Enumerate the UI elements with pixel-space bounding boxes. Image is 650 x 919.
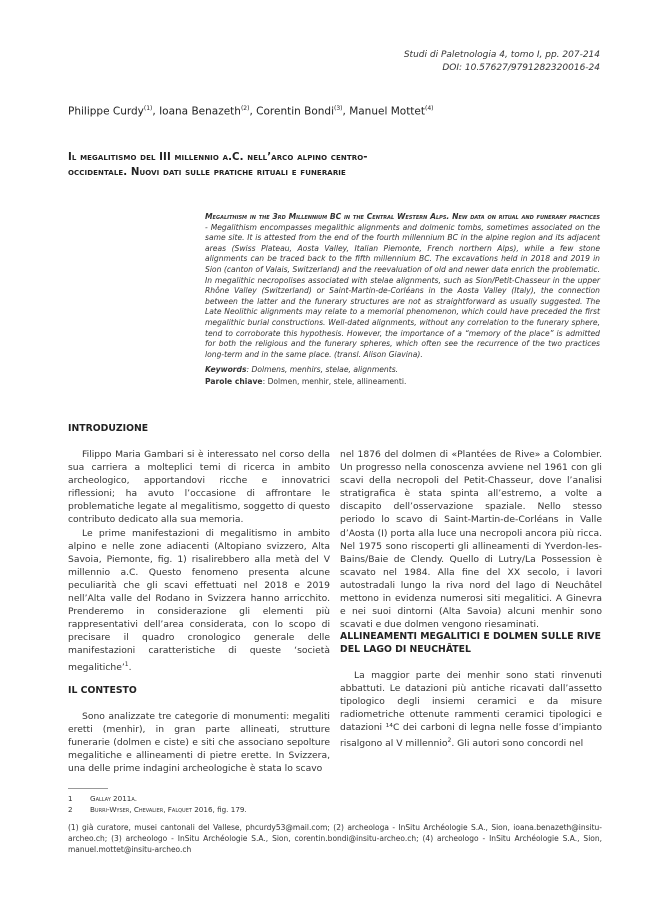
keywords-label: Keywords	[205, 365, 247, 374]
author-superscript: (2)	[240, 105, 250, 112]
title-line: Il megalitismo del III millennio a.C. nell’arco alpino centro-	[68, 152, 368, 163]
section-heading-introduzione: INTRODUZIONE	[68, 423, 149, 434]
author-name: Manuel Mottet	[349, 105, 425, 118]
keywords-block	[205, 364, 600, 388]
section-heading-allineamenti: ALLINEAMENTI MEGALITICI E DOLMEN SULLE RIVE DEL LAGO DI NEUCHÂTEL	[340, 631, 601, 655]
col2-body	[340, 448, 602, 631]
paragraph-text: . Gli autori sono concordi nel	[451, 738, 584, 750]
abstract	[205, 212, 600, 360]
footnote	[68, 804, 602, 815]
paragraph: Filippo Maria Gambari si è interessato nel corso della sua carriera a molteplici temi di ricerca in ambito archeologico, apportandovi ricche e innovatrici riflessioni; ha avuto l’occasione di affrontare le problematiche legate al megalitismo, soggetto di questo contributo dedicato alla sua memoria.	[68, 449, 330, 526]
footnote-divider	[68, 788, 108, 789]
footnotes	[68, 793, 602, 815]
author-name: Philippe Curdy	[68, 105, 144, 118]
author-affiliations: (1) già curatore, musei cantonali del Vallese, phcurdy53@mail.com; (2) archeologa - InSitu Archéologie S.A., Sion, ioana.benazeth@insitu-archeo.ch; (3) archeologo - InSitu Archéologie S.A., Sion, corentin.bondi@insitu-archeo.ch; (4) archeologo - InSitu Archéologie S.A., Sion, manuel.mottet@insitu-archeo.ch	[68, 823, 602, 854]
paragraph	[340, 669, 602, 751]
doi-line: DOI: 10.57627/9791282320016-24	[442, 63, 600, 73]
author-superscript: (1)	[143, 105, 153, 112]
paper-title	[68, 150, 588, 180]
title-line: occidentale. Nuovi dati sulle pratiche rituali e funerarie	[68, 167, 346, 178]
keywords-line	[205, 364, 600, 376]
parole-chiave-text: : Dolmen, menhir, stele, allineamenti.	[262, 377, 407, 386]
author-name: Ioana Benazeth	[159, 105, 241, 118]
section-heading-contesto: IL CONTESTO	[68, 685, 137, 696]
footnote-number: 1	[68, 794, 73, 803]
keywords-text: : Dolmens, menhirs, stelae, alignments.	[246, 365, 399, 374]
paragraph: Le prime manifestazioni di megalitismo in ambito alpino e nelle zone adiacenti (Altopiano svizzero, Alta Savoia, Piemonte, fig. 1) risalirebbero alla metà del V millennio a.C. Questo fenomeno presenta alcune peculiarità che gli scavi effettuati nel 2018 e 2019 nell’Alta valle del Rodano in Svizzera hanno arricchito. Prenderemo in considerazione gli elementi più rappresentativi dell’area considerata, con lo scopo di precisare il quadro cronologico generale delle manifestazioni caratteristiche di queste ‘società megalitiche’$^1$.	[68, 527, 330, 673]
parole-chiave-label: Parole chiave	[205, 377, 263, 386]
paragraph-text: La maggior parte dei menhir sono stati rinvenuti abbattuti. Le datazioni più antiche ricavati dall’assetto tipologico degli insiemi ceramici e da misure radiometriche ottenute rammenti ceramici tipologici e datazioni ¹⁴C dei carboni di legna nelle fosse d’impianto risalgono al V millennio	[340, 670, 602, 750]
intro-body	[68, 448, 330, 674]
journal-reference	[404, 49, 600, 75]
footnote-authors: Burri-Wyser, Chevalier, Falquet	[90, 805, 192, 814]
footnote-ref: 1	[124, 660, 129, 668]
parole-chiave-line	[205, 376, 600, 388]
footnote-text: 2016, fig. 179.	[191, 805, 247, 814]
footnote-number: 2	[68, 805, 73, 814]
author-superscript: (3)	[334, 105, 343, 112]
author-superscript: (4)	[425, 105, 434, 112]
paragraph: nel 1876 del dolmen di «Plantées de Rive» a Colombier. Un progresso nella conoscenza avviene nel 1961 con gli scavi della necropoli del Petit-Chasseur, dove l’analisi stratigrafica è stata spinta all’estremo, a volte a discapito dell’osservazione spaziale. Nello stesso periodo lo scavo di Saint-Martin-de-Corléans in Valle d’Aosta (I) porta alla luce una necropoli ancora più ricca. Nel 1975 sono riscoperti gli allineamenti di Yverdon-les-Bains/Baie de Clendy. Quello di Lutry/La Possession è scavato nel 1984. Alla fine del XX secolo, i lavori autostradali lungo la riva nord del lago di Neuchâtel mettono in evidenza numerosi siti megalitici. A Ginevra e nei suoi dintorni (Alta Savoia) alcuni menhir sono scavati e due dolmen vengono riesaminati.	[340, 449, 602, 631]
paragraph-text: Le prime manifestazioni di megalitismo in ambito alpino e nelle zone adiacenti (Altopiano svizzero, Alta Savoia, Piemonte, fig. 1) risalirebbero alla metà del V millennio a.C. Questo fenomeno presenta alcune peculiarità che gli scavi effettuati nel 2018 e 2019 nell’Alta valle del Rodano in Svizzera hanno arricchito. Prenderemo in considerazione gli elementi più rappresentativi dell’area considerata, con lo scopo di precisare il quadro cronologico generale delle manifestazioni caratteristiche di queste ‘società megalitiche’	[68, 527, 330, 673]
journal-citation: Studi di Paletnologia 4, tomo I, pp. 207-214	[403, 50, 600, 60]
author-name: Corentin Bondi	[256, 105, 334, 118]
abstract-text: - Megalithism encompasses megalithic alignments and dolmenic tombs, sometimes associated on the same site. It is attested from the end of the fourth millennium BC in the alpine region and its adjacent areas (Swiss Plateau, Aosta Valley, Italian Piemonte, French northern Alps), while a few stone alignments can be traced back to the fifth millennium BC. The excavations held in 2018 and 2019 in Sion (canton of Valais, Switzerland) and the reevaluation of old and newer data enrich the problematic. In megalithic necropolises associated with stelae alignments, such as Sion/Petit-Chasseur in the upper Rhône Valley (Switzerland) or Saint-Martin-de-Corléans in the Aosta Valley (Italy), the connection between the latter and the funerary structures are not as straightforward as usually suggested. The Late Neolithic alignments may relate to a memorial phenomenon, which could have preceded the first megalithic burial constructions. Well-dated alignments, without any correlation to the funerary sphere, tend to corroborate this hypothesis. However, the importance of a “memory of the place” is admitted for both the religious and the funerary spheres, which often see the recurrence of the two practices long-term and in the same place. (transl. Alison Giavina).	[205, 222, 600, 359]
abstract-heading: Megalithism in the 3rd Millennium BC in the Central Western Alps. New data on ritual and funerary practices	[205, 212, 600, 221]
footnote-text: Gallay 2011a.	[90, 794, 138, 803]
allineamenti-body	[340, 669, 602, 751]
paragraph: Sono analizzate tre categorie di monumenti: megaliti eretti (menhir), in gran parte allineati, strutture funerarie (dolmen e ciste) e siti che associano sepolture megalitiche e allineamenti di pietre erette. In Svizzera, una delle prime indagini archeologiche è stata lo scavo	[68, 711, 330, 775]
footnote	[68, 793, 602, 804]
contesto-body	[68, 710, 330, 775]
footnote-ref: 2	[447, 737, 452, 745]
author-list: Philippe Curdy$^{(1)}$, Ioana Benazeth$^{(2)}$, Corentin Bondi$^{(3)}$, Manuel Mottet$^{(4)}$	[68, 105, 434, 118]
